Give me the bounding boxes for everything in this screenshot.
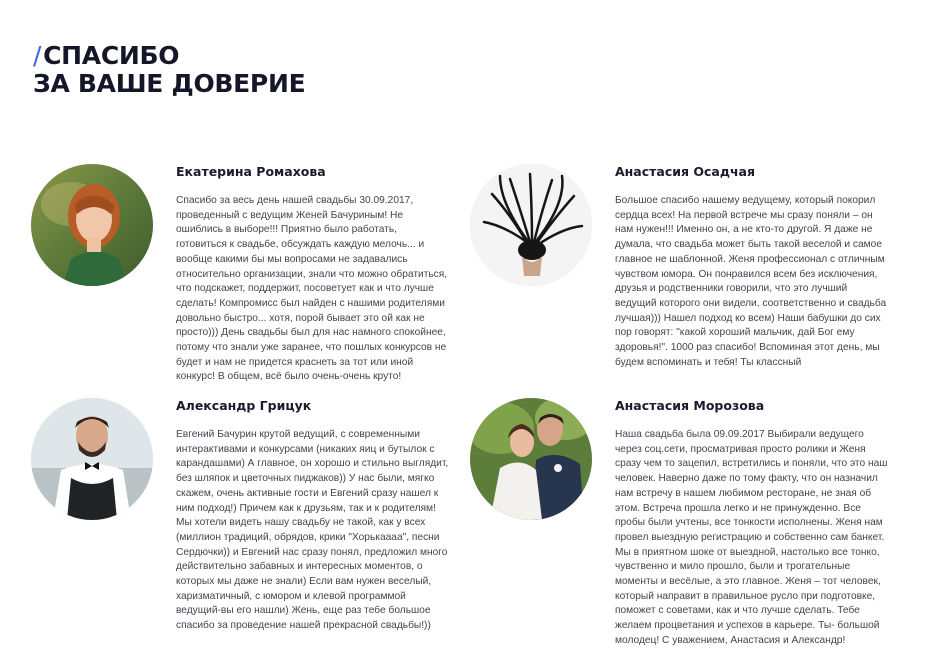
review-text: Большое спасибо нашему ведущему, который покорил сердца всех! На первой встрече мы сразу поняли – он нам нужен!!! Именно он, а не кто-то другой. Я даже не думала, что свадьба может быть такой веселой и самое главное не шаблонной. Женя профессионал с отличным чувством юмора. Он понравился всем без исключения, друзья и родственники говорили, что это лучший ведущий которого они видели, соответственно и свадьба лучшая))) Нашел подход ко всем) Наши бабушки до сих пор говорят: "какой хороший мальчик, дай Бог ему здоровья!". 1000 раз спасибо! Вспоминая этот день, мы будем вспоминать и тебя! Ты классный (615, 195, 887, 368)
title-line-2: ЗА ВАШЕ ДОВЕРИЕ (33, 69, 306, 98)
man-in-vest-photo (31, 398, 153, 520)
review-text: Спасибо за весь день нашей свадьбы 30.09.2017, проведенный с ведущим Женей Бачуриным! Не ошиблись в выборе!!! Приятно было работать, готовиться к свадьбе, обсуждать каждую мелочь... и вообще какими бы мы вопросами не задавались относительно организации, знали что можно обратиться, что подскажет, поддержит, посоветует как и что лучше сделать! Компромисс был найден с нашими родителями довольно быстро... хотя, порой бывает это ой как не просто))) День свадьбы был для нас намного спокойнее, потому что знали уже заранее, что пошлых конкурсов не будет и нам не придется краснеть за тот или иной конкурс! В общем, всё было очень-очень круто! (176, 195, 448, 383)
reviewer-name: Александр Грицук (176, 398, 312, 413)
wedding-couple-photo (470, 398, 592, 520)
hair-flip-photo (470, 164, 592, 286)
reviewer-name: Анастасия Осадчая (615, 164, 755, 179)
title-line-1: СПАСИБО (43, 41, 180, 70)
title-slash: / (33, 41, 42, 70)
review-card (31, 398, 451, 658)
reviewer-name: Екатерина Ромахова (176, 164, 326, 179)
review-avatar (470, 164, 592, 286)
review-avatar (31, 164, 153, 286)
review-text: Наша свадьба была 09.09.2017 Выбирали ведущего через соц.сети, просматривая просто ролики и Женя сразу чем то зацепил, встретились и поняли, что это наш человек. Наверно даже по тому факту, что он назначил нам встречу в нашем любимом ресторане, не зная об этом. Встреча прошла легко и не принужденно. Все пробы были учтены, все тонкости исполнены. Женя нам провел выездную регистрацию и собственно сам банкет. Мы в приятном шоке от выездной, настолько все тонко, чувственно и мило прошло, были и трогательные моменты и весёлые, а это главное. Женя – тот человек, который направит в правильное русло при подготовке, поможет с советами, как и что лучше сделать. Тебе желаем процветания и успехов в карьере. Ты- большой молодец! С уважением, Анастасия и Александр! (615, 429, 888, 646)
woman-portrait-photo (31, 164, 153, 286)
review-card (470, 164, 890, 424)
review-avatar (31, 398, 153, 520)
review-text: Евгений Бачурин крутой ведущий, с современными интерактивами и конкурсами (никаких яиц и бутылок с карандашами) А главное, он хорошо и стильно выглядит, без шляпок и цветочных пиджаков)) У нас были, мягко скажем, очень активные гости и Евгений сразу нашел к ним подход!) Причем как к друзьям, так и к родителям! Мы хотели видеть нашу свадьбу не такой, как у всех (миллион традиций, обрядов, крики "Хорькаааа", песни Сердючки)) и Евгений нас сразу понял, предложил много действительно забавных и интересных моментов, о которых мы даже не знали) Если вам нужен веселый, харизматичный, с юмором и клевой программой ведущий-вы его нашли) Жень, еще раз тебе большое спасибо за проведение нашей прекрасной свадьбы!)) (176, 429, 449, 632)
reviewer-name: Анастасия Морозова (615, 398, 765, 413)
review-card (470, 398, 890, 658)
review-card (31, 164, 451, 424)
review-avatar (470, 398, 592, 520)
section-title (33, 42, 305, 98)
